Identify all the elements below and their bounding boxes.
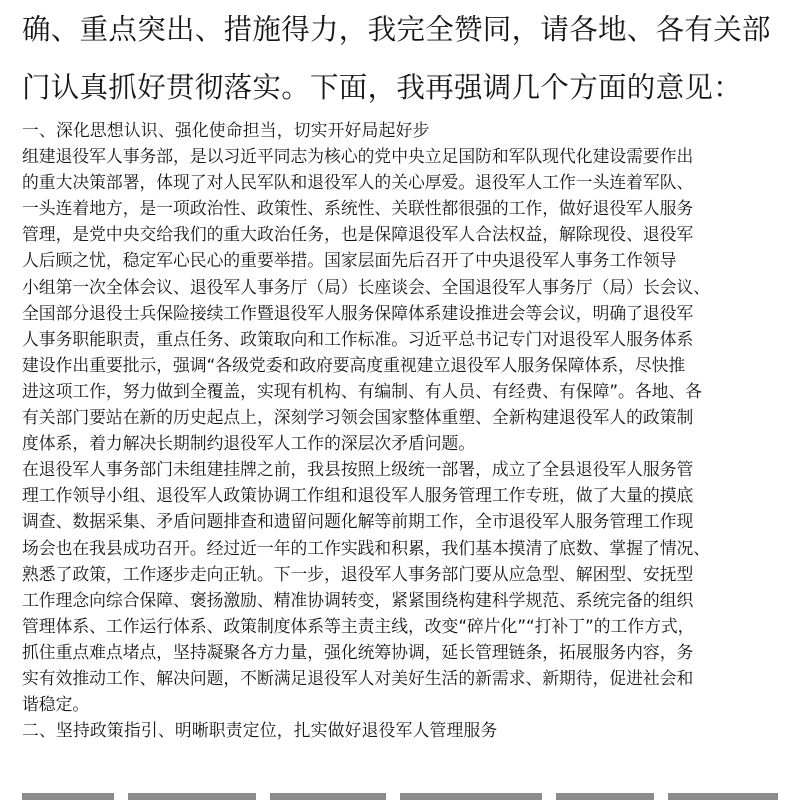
section-heading-2: 二、坚持政策指引、明晰职责定位，扎实做好退役军人管理服务 (22, 720, 498, 741)
cut-off-text-fragment (668, 793, 778, 800)
intro-line-1: 确、重点突出、措施得力，我完全赞同，请各地、各有关部 (22, 13, 771, 46)
paragraph-line: 一头连着地方，是一项政治性、政策性、系统性、关联性都很强的工作，做好退役军人服务 (22, 198, 694, 219)
paragraph-line: 小组第一次全体会议、退役军人事务厅（局）长座谈会、全国退役军人事务厅（局）长会议、 (22, 276, 711, 297)
paragraph-line: 抓住重点难点堵点，坚持凝聚各方力量，强化统筹协调，延长管理链条，拓展服务内容，务 (22, 641, 694, 662)
paragraph-line: 人后顾之忧，稳定军心民心的重要举措。国家层面先后召开了中央退役军人事务工作领导 (22, 250, 677, 271)
body-text (22, 117, 782, 743)
paragraph-line: 有关部门要站在新的历史起点上，深刻学习领会国家整体重塑、全新构建退役军人的政策制 (22, 407, 694, 428)
section-heading-1: 一、深化思想认识、强化使命担当，切实开好局起好步 (22, 120, 430, 140)
cut-off-text-fragment (22, 793, 114, 800)
paragraph-line: 管理体系、工作运行体系、政策制度体系等主责主线，改变“碎片化”“打补丁”的工作方式， (22, 615, 695, 636)
paragraph-line: 进这项工作，努力做到全覆盖，实现有机构、有编制、有人员、有经费、有保障”。各地、各 (22, 380, 702, 401)
paragraph-line: 熟悉了政策，工作逐步走向正轨。下一步，退役军人事务部门要从应急型、解困型、安抚型 (22, 563, 694, 584)
cut-off-text-fragment (400, 793, 542, 800)
paragraph-line: 工作理念向综合保障、褒扬激励、精准协调转变，紧紧围绕构建科学规范、系统完备的组织 (22, 589, 694, 610)
paragraph-line: 度体系，着力解决长期制约退役军人工作的深层次矛盾问题。 (22, 433, 476, 454)
paragraph-line: 在退役军人事务部门未组建挂牌之前，我县按照上级统一部署，成立了全县退役军人服务管 (22, 459, 694, 480)
paragraph-line: 调查、数据采集、矛盾问题排查和遗留问题化解等前期工作，全市退役军人服务管理工作现 (22, 511, 694, 532)
paragraph-line: 理工作领导小组、退役军人政策协调工作组和退役军人服务管理工作专班，做了大量的摸底 (22, 485, 694, 506)
cut-off-text-fragment (556, 793, 654, 800)
cut-off-next-line (22, 791, 782, 800)
cut-off-text-fragment (128, 793, 256, 800)
paragraph-line: 建设作出重要批示，强调“各级党委和政府要高度重视建立退役军人服务保障体系，尽快推 (22, 354, 686, 375)
paragraph-line: 组建退役军人事务部，是以习近平同志为核心的党中央立足国防和军队现代化建设需要作出 (22, 146, 694, 167)
intro-line-2: 门认真抓好贯彻落实。下面，我再强调几个方面的意见： (22, 71, 743, 104)
paragraph-line: 谐稳定。 (22, 694, 90, 715)
paragraph-line: 全国部分退役士兵保险接续工作暨退役军人服务保障体系建设推进会等会议，明确了退役军 (22, 302, 694, 323)
paragraph-line: 场会也在我县成功召开。经过近一年的工作实践和积累，我们基本摸清了底数、掌握了情况、 (22, 537, 711, 558)
paragraph-line: 的重大决策部署，体现了对人民军队和退役军人的关心厚爱。退役军人工作一头连着军队、 (22, 172, 694, 193)
paragraph-line: 人事务职能职责，重点任务、政策取向和工作标准。习近平总书记专门对退役军人服务体系 (22, 328, 694, 349)
paragraph-line: 管理，是党中央交给我们的重大政治任务，也是保障退役军人合法权益，解除现役、退役军 (22, 224, 694, 245)
cut-off-text-fragment (270, 793, 386, 800)
paragraph-line: 实有效推动工作、解决问题，不断满足退役军人对美好生活的新需求、新期待，促进社会和 (22, 667, 694, 688)
